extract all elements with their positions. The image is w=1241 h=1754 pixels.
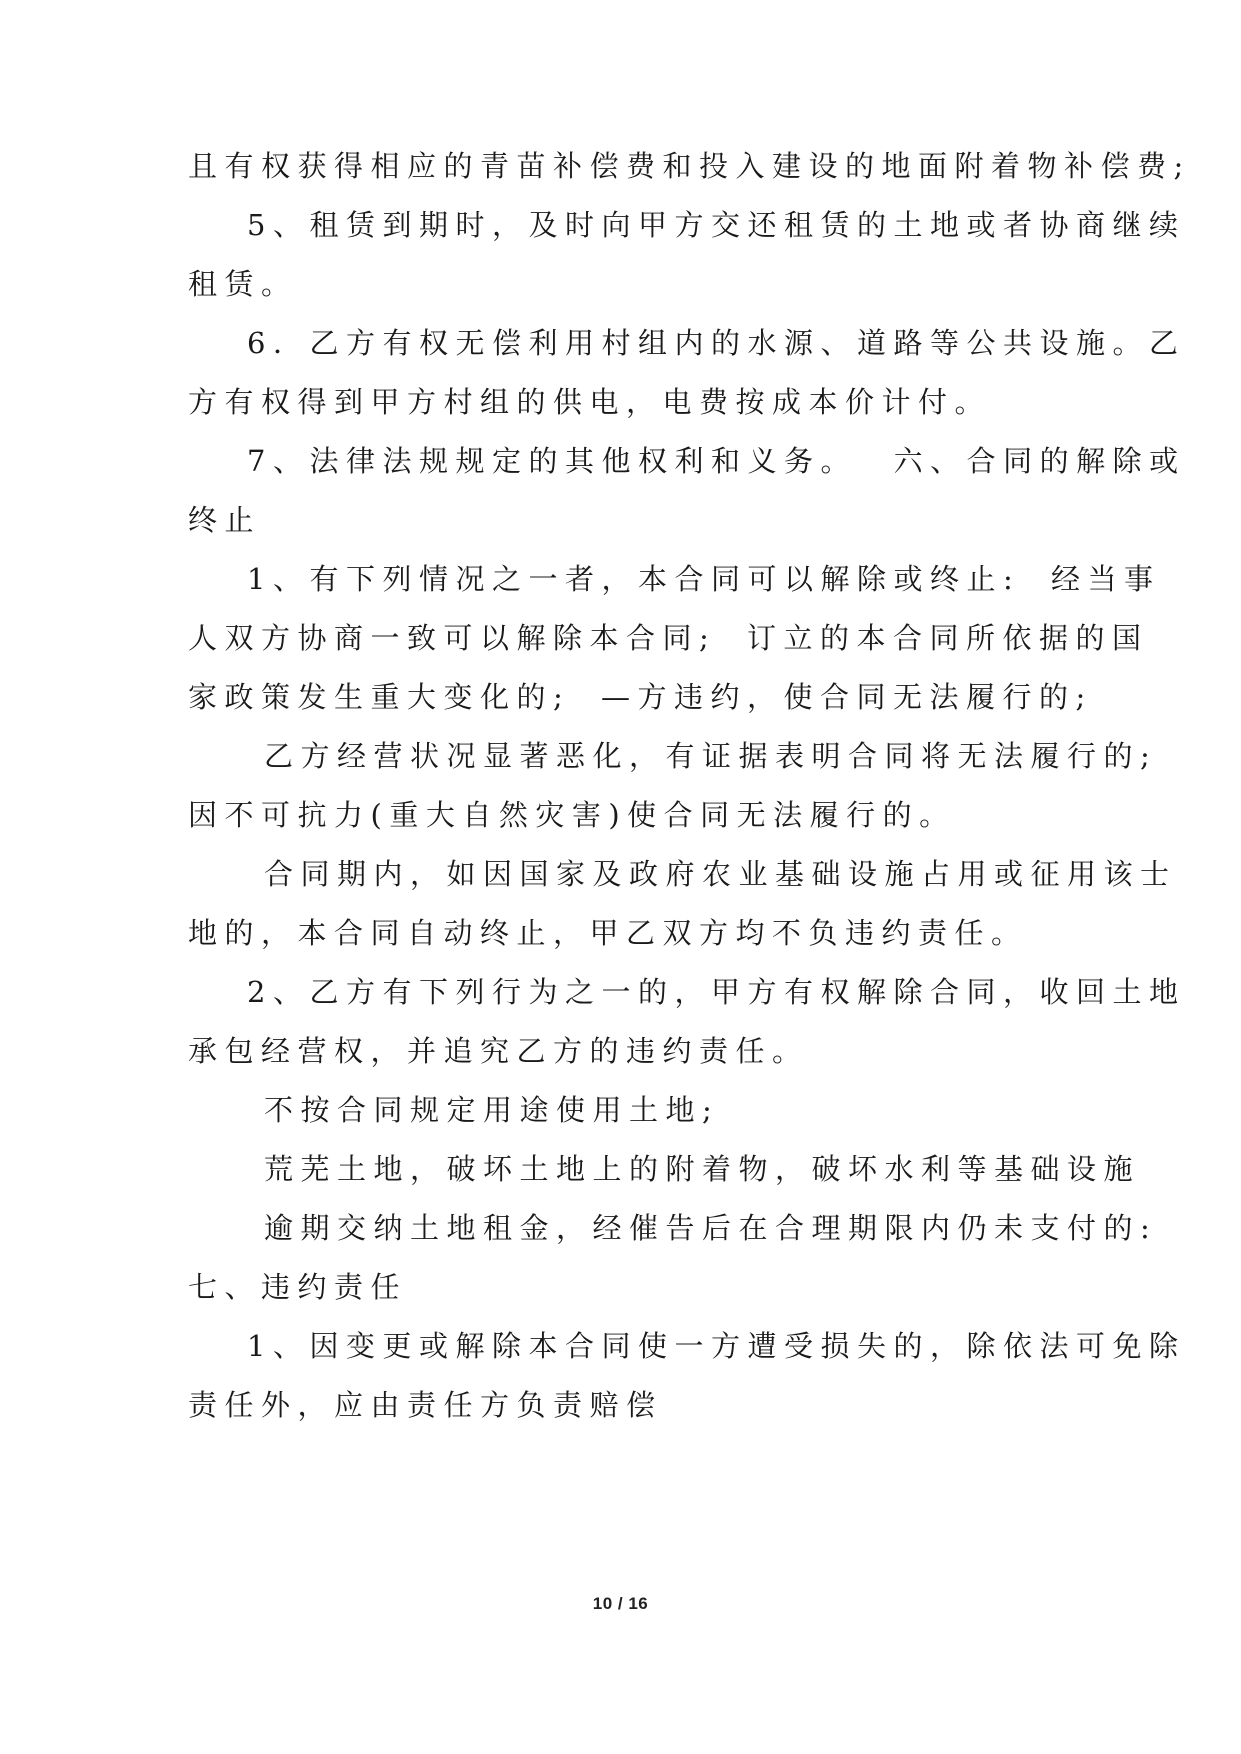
text-line: 因不可抗力(重大自然灾害)使合同无法履行的。 [188, 798, 956, 832]
text-line: 7、法律法规规定的其他权利和义务。 六、合同的解除或 [247, 444, 1186, 478]
text-line: 1、因变更或解除本合同使一方遭受损失的，除依法可免除 [247, 1329, 1186, 1363]
text-line: 终止 [188, 503, 262, 537]
text-line: 1、有下列情况之一者，本合同可以解除或终止: 经当事 [247, 562, 1161, 596]
text-line: 5、租赁到期时，及时向甲方交还租赁的土地或者协商继续 [247, 208, 1186, 242]
text-line: 乙方经营状况显著恶化，有证据表明合同将无法履行的; [264, 739, 1158, 773]
text-line: 荒芜土地，破坏土地上的附着物，破坏水利等基础设施 [264, 1152, 1141, 1186]
text-line: 租赁。 [188, 267, 298, 301]
text-line: 方有权得到甲方村组的供电，电费按成本价计付。 [188, 385, 992, 419]
text-line: 责任外，应由责任方负责赔偿 [188, 1388, 663, 1422]
text-line: 2、乙方有下列行为之一的，甲方有权解除合同，收回土地 [247, 975, 1186, 1009]
text-line: 承包经营权，并追究乙方的违约责任。 [188, 1034, 809, 1068]
text-line: 6．乙方有权无偿利用村组内的水源、道路等公共设施。乙 [247, 326, 1186, 360]
text-line: 人双方协商一致可以解除本合同; 订立的本合同所依据的国 [188, 621, 1149, 655]
page-number: 10 / 16 [592, 1594, 649, 1613]
section-heading: 七、违约责任 [188, 1270, 408, 1304]
text-line: 不按合同规定用途使用土地; [264, 1093, 720, 1127]
text-line: 合同期内，如因国家及政府农业基础设施占用或征用该士 [264, 857, 1177, 891]
text-line: 且有权获得相应的青苗补偿费和投入建设的地面附着物补偿费; [188, 149, 1191, 183]
text-line: 家政策发生重大变化的; —方违约，使合同无法履行的; [188, 680, 1093, 714]
text-line: 地的，本合同自动终止，甲乙双方均不负违约责任。 [188, 916, 1028, 950]
text-line: 逾期交纳土地租金，经催告后在合理期限内仍未支付的: [264, 1211, 1158, 1245]
